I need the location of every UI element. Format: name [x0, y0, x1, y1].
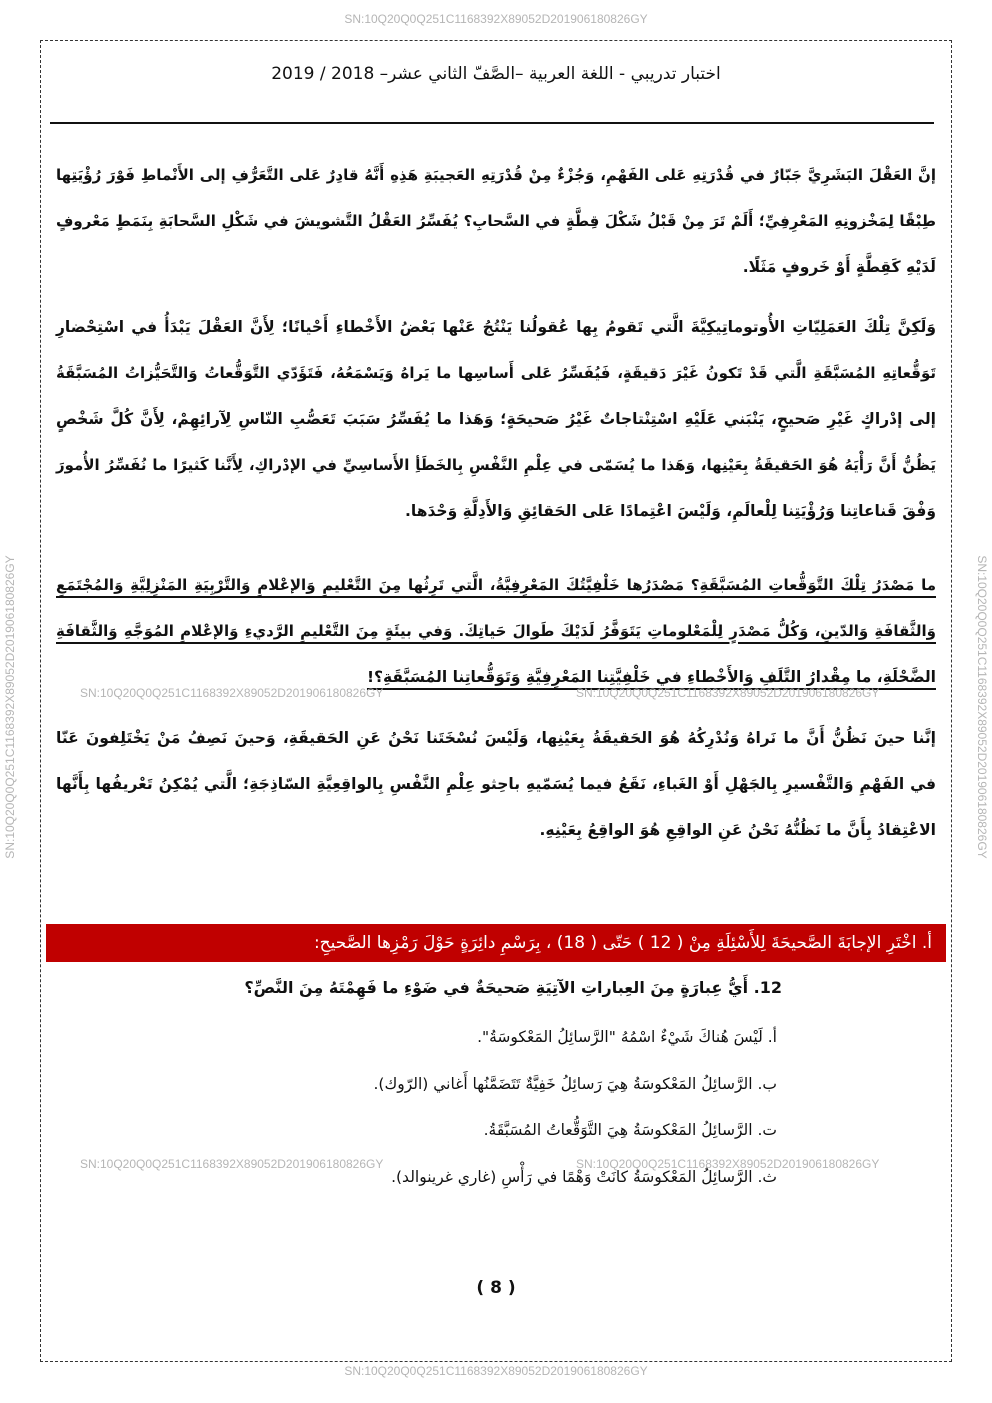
passage-paragraph-1 — [56, 152, 936, 290]
text-line: يَظُنُّ أَنَّ رَأْيَهُ هُوَ الحَقيقَةُ بِعَيْنِها، وَهَذا ما يُسَمّى في عِلْمِ النَّفْسِ بِالخَطَأِ الأَساسِيِّ في الإدْراكِ، لِأَنَّنا كَثيرًا ما نُفَسِّرُ الأُمورَ — [56, 456, 936, 474]
answer-option-a[interactable]: أ. لَيْسَ هُناكَ شَيْءٌ اسْمُهُ "الرَّسائِلُ المَعْكوسَةُ". — [477, 1028, 777, 1046]
text-line: وَلَكِنَّ تِلْكَ العَمَلِيّاتِ الأُوتوماتِيكِيَّةَ الَّتي تَقومُ بِها عُقولُنا يَنْتُجُ عَنْها بَعْضُ الأَخْطاءِ أَحْيانًا؛ لِأَنَّ العَقْلَ يَبْدَأُ في اسْتِحْضارِ — [56, 318, 936, 336]
section-instruction-banner: أ. اخْتَرِ الإجابَةَ الصَّحيحَةَ لِلأَسْئِلَةِ مِنْ ( 12 ) حَتّى ( 18) ، بِرَسْمِ دائِرَةٍ حَوْلَ رَمْزِها الصَّحيحِ: — [46, 924, 946, 962]
header-divider — [50, 122, 934, 124]
text-line: الضَّحْلَةِ، ما مِقْدارُ التَّلَفِ وَالأَخْطاءِ في خَلْفِيَّتِنا المَعْرِفِيَّةِ وَتَوَقُّعاتِنا المُسَبَّقَةِ؟! — [366, 668, 936, 686]
text-line: إلى إدْراكٍ غَيْرِ صَحيحٍ، يَنْبَني عَلَيْهِ اسْتِنْتاجاتٌ غَيْرُ صَحيحَةٍ؛ وَهَذا ما يُفَسِّرُ سَبَبَ تَعَصُّبِ النّاسِ لِآرائِهِمْ، لِأَنَّ كُلَّ شَخْصٍ — [56, 410, 936, 428]
serial-watermark-top: SN:10Q20Q0Q251C1168392X89052D201906180826GY — [344, 12, 648, 26]
text-line: وَالثَّقافَةِ وَالدّينِ، وَكُلُّ مَصْدَرٍ لِلْمَعْلوماتِ يَتَوَفَّرُ لَدَيْكَ طَوالَ حَياتِكَ. وَفي بيئَةٍ مِنَ التَّعْليمِ الرَّديءِ وَالإعْلامِ المُوَجَّهِ وَالثَّقافَةِ — [56, 622, 936, 640]
text-line: لَدَيْهِ كَقِطَّةٍ أَوْ خَروفٍ مَثَلًا. — [742, 258, 936, 276]
serial-watermark-inline: SN:10Q20Q0Q251C1168392X89052D201906180826GY — [576, 1157, 880, 1171]
answer-option-c[interactable]: ت. الرَّسائِلُ المَعْكوسَةُ هِيَ التَّوَقُّعاتُ المُسَبَّقَةُ. — [483, 1121, 777, 1139]
passage-paragraph-3-underlined — [56, 562, 936, 700]
answer-option-d[interactable]: ث. الرَّسائِلُ المَعْكوسَةُ كانَتْ وَهْمًا في رَأْسِ (غاري غرينوالد). — [391, 1168, 777, 1186]
text-line: طِبْقًا لِمَخْزونِهِ المَعْرِفِيِّ؛ أَلَمْ تَرَ مِنْ قَبْلُ شَكْلَ قِطَّةٍ في السَّحابِ؟ يُفَسِّرُ العَقْلُ التَّشويشَ في شَكْلِ السَّحابَةِ بِنَمَطٍ مَعْروفٍ — [56, 212, 936, 230]
passage-paragraph-2 — [56, 304, 936, 534]
serial-watermark-inline: SN:10Q20Q0Q251C1168392X89052D201906180826GY — [80, 686, 384, 700]
serial-watermark-inline: SN:10Q20Q0Q251C1168392X89052D201906180826GY — [80, 1157, 384, 1171]
text-line: تَوَقُّعاتِهِ المُسَبَّقَةِ الَّتي قَدْ تَكونُ غَيْرَ دَقيقَةٍ، فَيُفَسِّرُ عَلى أَساسِها ما يَراهُ وَيَسْمَعُهُ، فَتَؤَدّي التَّوَقُّعاتُ وَالتَّحَيُّزاتُ المُسَبَّقَةُ — [56, 364, 936, 382]
exam-header-title: اختبار تدريبي - اللغة العربية –الصَّفّ الثاني عشر– 2018 / 2019 — [271, 64, 721, 84]
text-line: في الفَهْمِ وَالتَّفْسيرِ بِالجَهْلِ أَوْ الغَباءِ، نَقَعُ فيما يُسَمّيهِ باحِثو عِلْمِ النَّفْسِ بِالواقِعِيَّةِ السّاذِجَةِ؛ الَّتي يُمْكِنُ تَعْريفُها بِأَنَّها — [56, 775, 936, 793]
serial-watermark-left: SN:10Q20Q0Q251C1168392X89052D201906180826GY — [3, 555, 17, 859]
text-line: ما مَصْدَرُ تِلْكَ التَّوَقُّعاتِ المُسَبَّقَةِ؟ مَصْدَرُها خَلْفِيَّتُكَ المَعْرِفِيَّةُ، الَّتي تَرِثُها مِنَ التَّعْليمِ وَالإعْلامِ وَالتَّرْبِيَةِ المَنْزِلِيَّةِ وَالمُجْتَمَعِ — [56, 576, 936, 594]
serial-watermark-bottom: SN:10Q20Q0Q251C1168392X89052D201906180826GY — [344, 1364, 648, 1378]
text-line: وَفْقَ قَناعاتِنا وَرُؤْيَتِنا لِلْعالَمِ، وَلَيْسَ اعْتِمادًا عَلى الحَقائِقِ وَالأَدِلَّةِ وَحْدَها. — [404, 502, 936, 520]
text-line: الاعْتِقادُ بِأَنَّ ما نَظُنُّهُ نَحْنُ عَنِ الواقِعِ هُوَ الواقِعُ بِعَيْنِهِ. — [539, 821, 936, 839]
serial-watermark-inline: SN:10Q20Q0Q251C1168392X89052D201906180826GY — [576, 686, 880, 700]
text-line: إنَّنا حينَ نَظُنُّ أَنَّ ما نَراهُ وَنُدْرِكُهُ هُوَ الحَقيقَةُ بِعَيْنِها، وَلَيْسَ نُسْخَتَنا نَحْنُ عَنِ الحَقيقَةِ، وَحينَ نَصِفُ مَنْ يَخْتَلِفونَ عَنّا — [56, 729, 936, 747]
page-number: ( 8 ) — [476, 1278, 516, 1298]
question-12: 12. أَيُّ عِبارَةٍ مِنَ العِباراتِ الآتِيَةِ صَحيحَةٌ في ضَوْءِ ما فَهِمْتَهُ مِنَ النَّصِّ؟ — [244, 978, 782, 997]
serial-watermark-right: SN:10Q20Q0Q251C1168392X89052D201906180826GY — [975, 555, 989, 859]
answer-option-b[interactable]: ب. الرَّسائِلُ المَعْكوسَةُ هِيَ رَسائِلُ خَفِيَّةٌ تَتَضَمَّنُها أَغاني (الرّوك). — [373, 1075, 777, 1093]
passage-paragraph-4 — [56, 715, 936, 853]
text-line: إنَّ العَقْلَ البَشَرِيَّ جَبّارٌ في قُدْرَتِهِ عَلى الفَهْمِ، وَجُزْءٌ مِنْ قُدْرَتِهِ العَجيبَةِ هَذِهِ أَنَّهُ قادِرٌ عَلى التَّعَرُّفِ إلى الأَنْماطِ فَوْرَ رُؤْيَتِها — [56, 166, 936, 184]
